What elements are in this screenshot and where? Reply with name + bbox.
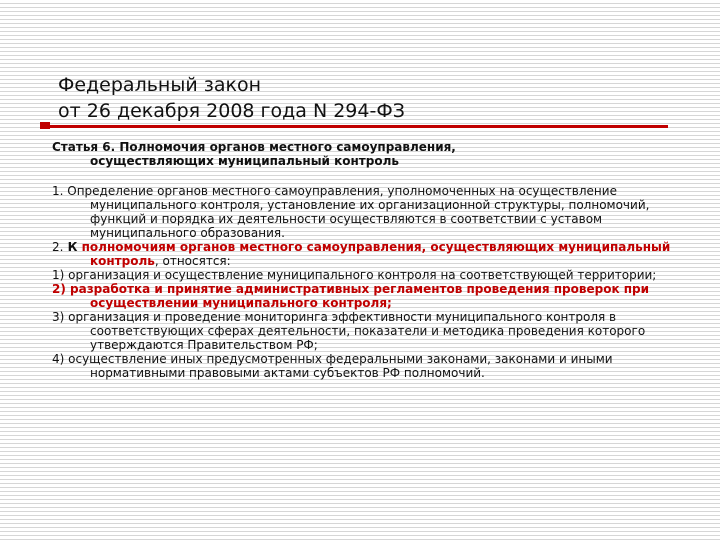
slide-title	[58, 72, 405, 124]
title-line-1: Федеральный закон	[58, 74, 261, 96]
paragraph-2-highlight: полномочиям органов местного самоуправления, осуществляющих муниципальный контроль	[81, 240, 671, 268]
title-divider	[48, 125, 668, 128]
paragraph-6: 4) осуществление иных предусмотренных федеральными законами, законами и иными нормативными правовыми актами субъектов РФ полномочий.	[52, 352, 613, 380]
paragraph-2-number: 2.	[52, 240, 64, 254]
article-heading-line-2: осуществляющих муниципальный контроль	[90, 154, 399, 168]
paragraph-2-k: К	[63, 240, 82, 254]
paragraph-1: 1. Определение органов местного самоуправления, уполномоченных на осуществление муниципального контроля, установление их организационной структуры, полномочий, функций и порядка их деятельности осуществляются в соответствии с уставом муниципального образования.	[52, 184, 650, 240]
article-heading-line-1: Статья 6. Полномочия органов местного самоуправления,	[52, 140, 456, 154]
slide-body	[52, 140, 680, 380]
paragraph-2-rest: , относятся:	[154, 254, 231, 268]
title-line-2: от 26 декабря 2008 года N 294-ФЗ	[58, 100, 405, 122]
paragraph-3: 1) организация и осуществление муниципального контроля на соответствующей территории;	[52, 268, 657, 282]
article-heading	[52, 140, 680, 168]
paragraph-5: 3) организация и проведение мониторинга эффективности муниципального контроля в соответствующих сферах деятельности, показатели и методика проведения которого утверждаются Правительством РФ;	[52, 310, 646, 352]
paragraph-4: 2) разработка и принятие административных регламентов проведения проверок при осуществлении муниципального контроля;	[52, 282, 650, 310]
paragraph-2	[52, 240, 680, 268]
